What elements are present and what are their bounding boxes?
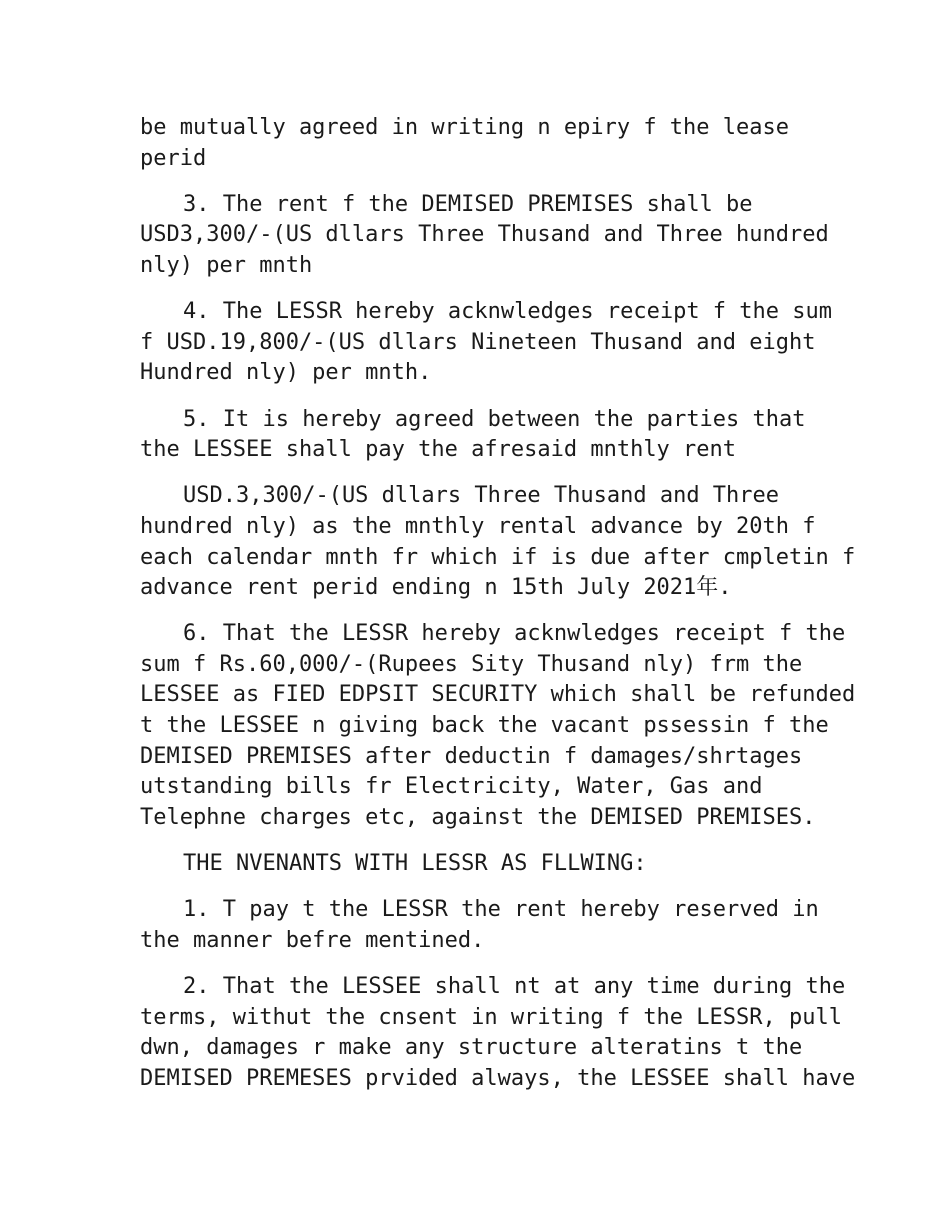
text-line: 1. T pay t the LESSR the rent hereby reserved in — [183, 897, 819, 923]
text-line: DEMISED PREMESES prvided always, the LESSEE shall have — [140, 1065, 856, 1091]
paragraph-clause-6-security — [140, 619, 856, 833]
paragraph-clause-5-agreement — [140, 405, 820, 466]
text-line: terms, withut the cnsent in writing f the LESSR, pull — [140, 1004, 842, 1030]
text-line: DEMISED PREMISES after deductin f damages/shrtages — [140, 743, 803, 769]
paragraph-continuation — [140, 113, 820, 174]
paragraph-clause-4-receipt — [140, 297, 833, 389]
text-line: Telephne charges etc, against the DEMISED PREMISES. — [140, 804, 816, 830]
text-line: perid — [140, 145, 207, 171]
paragraph-covenant-1 — [140, 895, 820, 956]
text-line: nly) per mnth — [140, 252, 313, 278]
text-line: USD3,300/-(US dllars Three Thusand and Three hundred — [140, 222, 829, 248]
text-line: 2. That the LESSEE shall nt at any time during the — [183, 974, 846, 999]
text-line: Hundred nly) per mnth. — [140, 360, 432, 386]
text-line: hundred nly) as the mnthly rental advance by 20th f — [140, 513, 816, 539]
text-line: t the LESSEE n giving back the vacant pssessin f the — [140, 713, 829, 739]
text-line: 3. The rent f the DEMISED PREMISES shall be — [183, 191, 753, 217]
text-line: utstanding bills fr Electricity, Water, Gas and — [140, 774, 763, 800]
paragraph-clause-3-rent — [140, 190, 829, 282]
text-line: 6. That the LESSR hereby acknwledges receipt f the — [183, 621, 846, 647]
text-line: LESSEE as FIED EDPSIT SECURITY which shall be refunded — [140, 682, 856, 708]
text-line: the manner befre mentined. — [140, 927, 485, 953]
text-line: the LESSEE shall pay the afresaid mnthly rent — [140, 437, 737, 463]
text-line: 5. It is hereby agreed between the parties that — [183, 406, 806, 432]
paragraph-clause-5-continued — [140, 481, 856, 603]
paragraph-covenant-2 — [140, 972, 856, 1094]
text-line: be mutually agreed in writing n epiry f the lease — [140, 115, 790, 140]
text-line: sum f Rs.60,000/-(Rupees Sity Thusand nly) frm the — [140, 651, 803, 677]
text-line: dwn, damages r make any structure alteratins t the — [140, 1035, 803, 1061]
text-line: each calendar mnth fr which if is due after cmpletin f — [140, 544, 856, 570]
text-line: advance rent perid ending n 15th July 2021年. — [140, 575, 732, 601]
paragraph-covenants-heading — [140, 849, 820, 880]
text-line: THE NVENANTS WITH LESSR AS FLLWING: — [183, 851, 647, 877]
text-line: 4. The LESSR hereby acknwledges receipt f the sum — [183, 299, 833, 325]
document-body — [140, 113, 856, 1110]
text-line: f USD.19,800/-(US dllars Nineteen Thusand and eight — [140, 329, 816, 355]
text-line: USD.3,300/-(US dllars Three Thusand and Three — [183, 483, 780, 509]
